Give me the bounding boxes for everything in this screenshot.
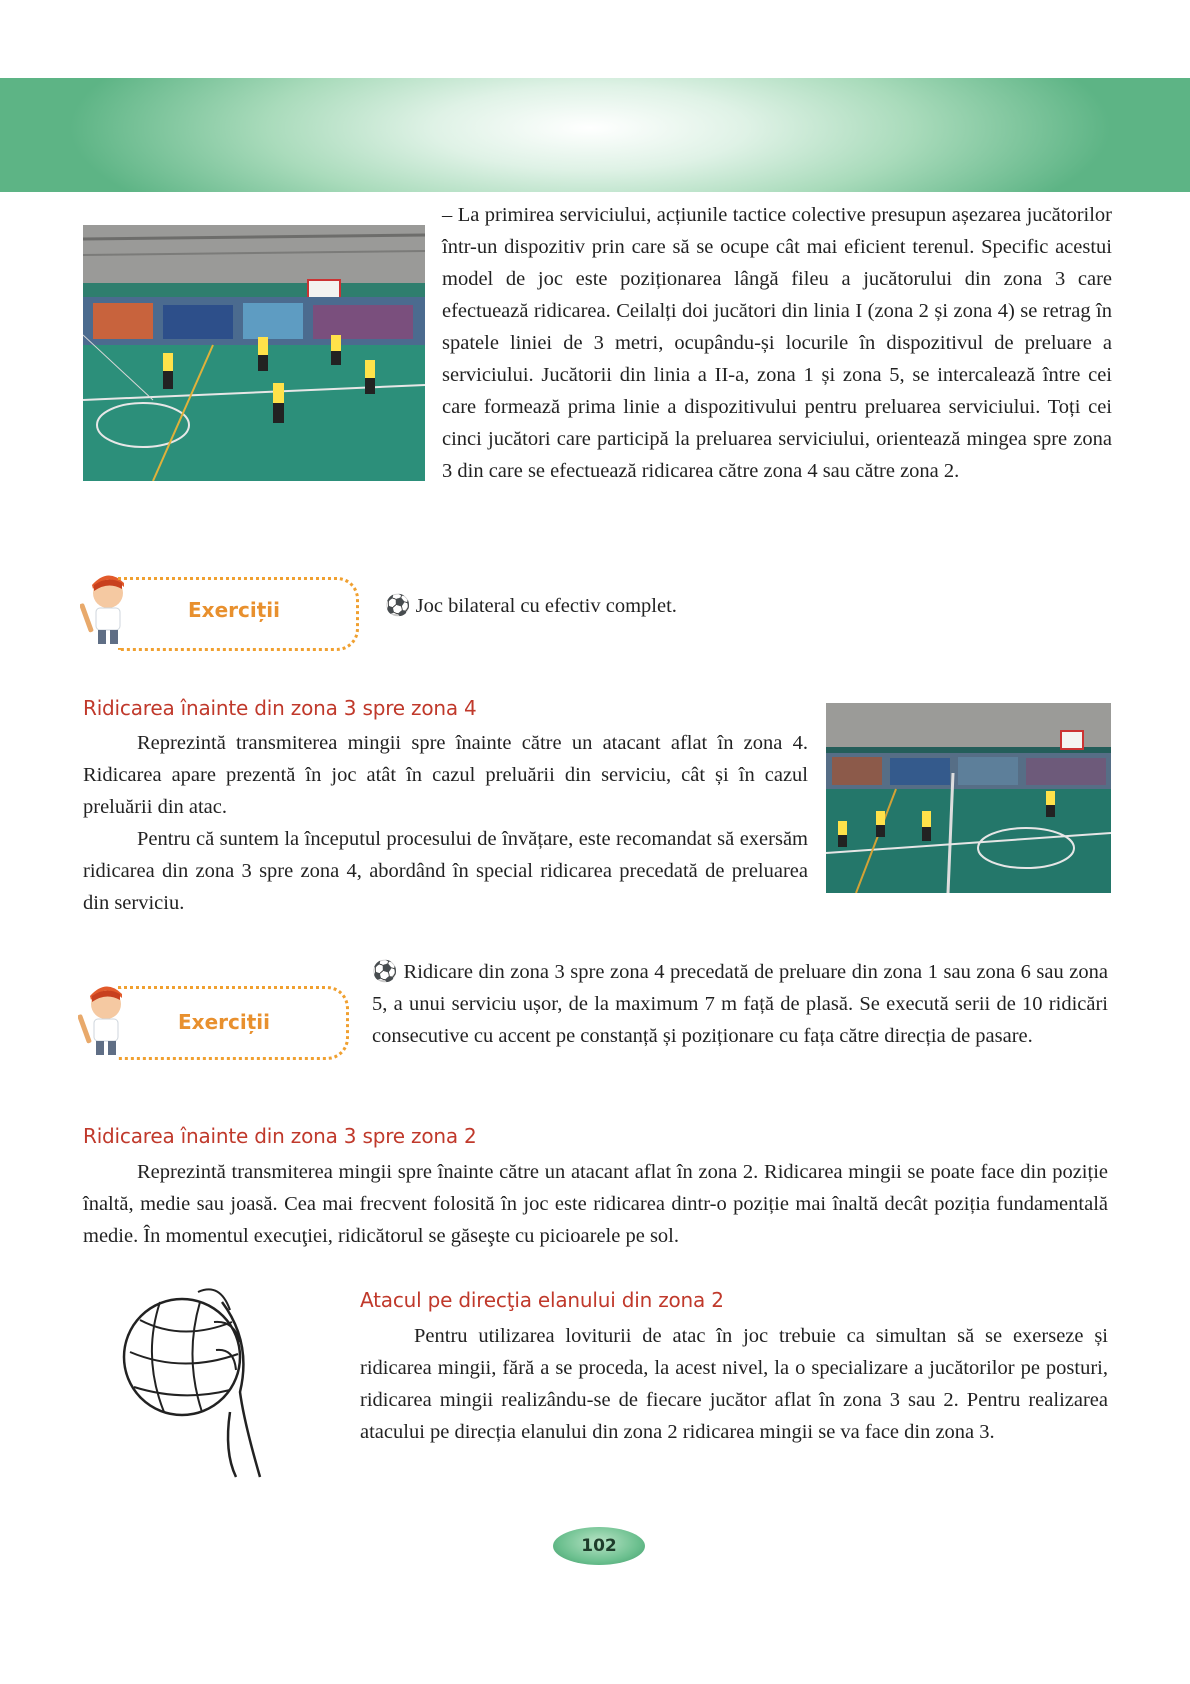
attack-zone-2-paragraph: Pentru utilizarea loviturii de atac în joc trebuie ca simultan să se exerseze și ridicarea mingii, fără a se proceda, la acest nivel, la o specializare a jucătorilor pe posturi, ridicarea mingii realizându-se de fiecare jucător aflat în zona 3 sau 2. Pentru realizarea atacului pe direcția elanului din zona 2 ridicarea mingii se va face din zona 3. bbox=[360, 1325, 1108, 1443]
heading-attack-zone-2: Atacul pe direcţia elanului din zona 2 bbox=[360, 1288, 724, 1312]
serve-reception-paragraph: – La primirea serviciului, acțiunile tactice colective presupun așezarea jucătorilor într-un dispozitiv prin care să se ocupe cât mai eficient terenul. Specific acestui model de joc este poziționarea lângă fileu a jucătorului din zona 3 care efectuează ridicarea. Ceilalți doi jucători din linia I (zona 2 și zona 4) se retrag în spatele liniei de 3 metri, ocupându-și locurile în dispozitivul de preluare a serviciului. Jucătorii din linia a II-a, zona 1 și zona 5, se intercalează între cei care formează prima linie a dispozitivului pentru preluarea serviciului. Toți cei cinci jucători care participă la preluarea serviciului, orientează mingea spre zona 3 din care se efectuează ridicarea către zona 4 sau către zona 2. bbox=[442, 204, 1112, 482]
heading-zone-3-to-4: Ridicarea înainte din zona 3 spre zona 4 bbox=[83, 696, 477, 720]
header-band bbox=[0, 78, 1190, 192]
zone-3-to-4-paragraph-2: Pentru că suntem la începutul procesului de învățare, este recomandat să exersăm ridicarea din zona 3 spre zona 4, abordând în special ridicarea precedată de preluarea din serviciu. bbox=[83, 828, 808, 914]
heading-zone-3-to-2: Ridicarea înainte din zona 3 spre zona 2 bbox=[83, 1124, 477, 1148]
exercise-1-content: Joc bilateral cu efectiv complet. bbox=[415, 595, 677, 617]
exercise-1-text bbox=[385, 590, 677, 622]
exercise-label-1: Exerciții bbox=[188, 598, 280, 622]
volleyball-photo-serve-reception bbox=[83, 225, 425, 481]
ball-icon: ⚽ bbox=[372, 961, 398, 983]
page-number: 102 bbox=[553, 1527, 645, 1565]
zone-3-to-2-paragraph: Reprezintă transmiterea mingii spre înainte către un atacant aflat în zona 2. Ridicarea mingii se poate face din poziție înaltă, medie sau joasă. Cea mai frecvent folosită în joc este ridicarea dintr-o poziție mai înaltă decât poziția fundamentală medie. În momentul execuţiei, ridicătorul se găseşte cu picioarele pe sol. bbox=[83, 1161, 1108, 1247]
exercise-2-content: Ridicare din zona 3 spre zona 4 precedată de preluare din zona 1 sau zona 6 sau zona 5, a unui serviciu ușor, de la maximum 7 m față de plasă. Se execută serii de 10 ridicări consecutive cu accent pe constanță și poziționare cu fața către direcția de pasare. bbox=[372, 961, 1109, 1047]
zone-3-to-4-paragraph-1: Reprezintă transmiterea mingii spre înainte către un atacant aflat în zona 4. Ridicarea apare prezentă în joc atât în cazul preluării din serviciu, cât și în cazul preluării din atac. bbox=[83, 732, 808, 818]
volleyball-photo-set-zone-4 bbox=[826, 703, 1111, 893]
ball-in-hand-drawing bbox=[112, 1262, 272, 1480]
exercise-2-text bbox=[372, 956, 1108, 1052]
ball-icon: ⚽ bbox=[385, 595, 411, 617]
exercise-label-2: Exerciții bbox=[178, 1010, 270, 1034]
